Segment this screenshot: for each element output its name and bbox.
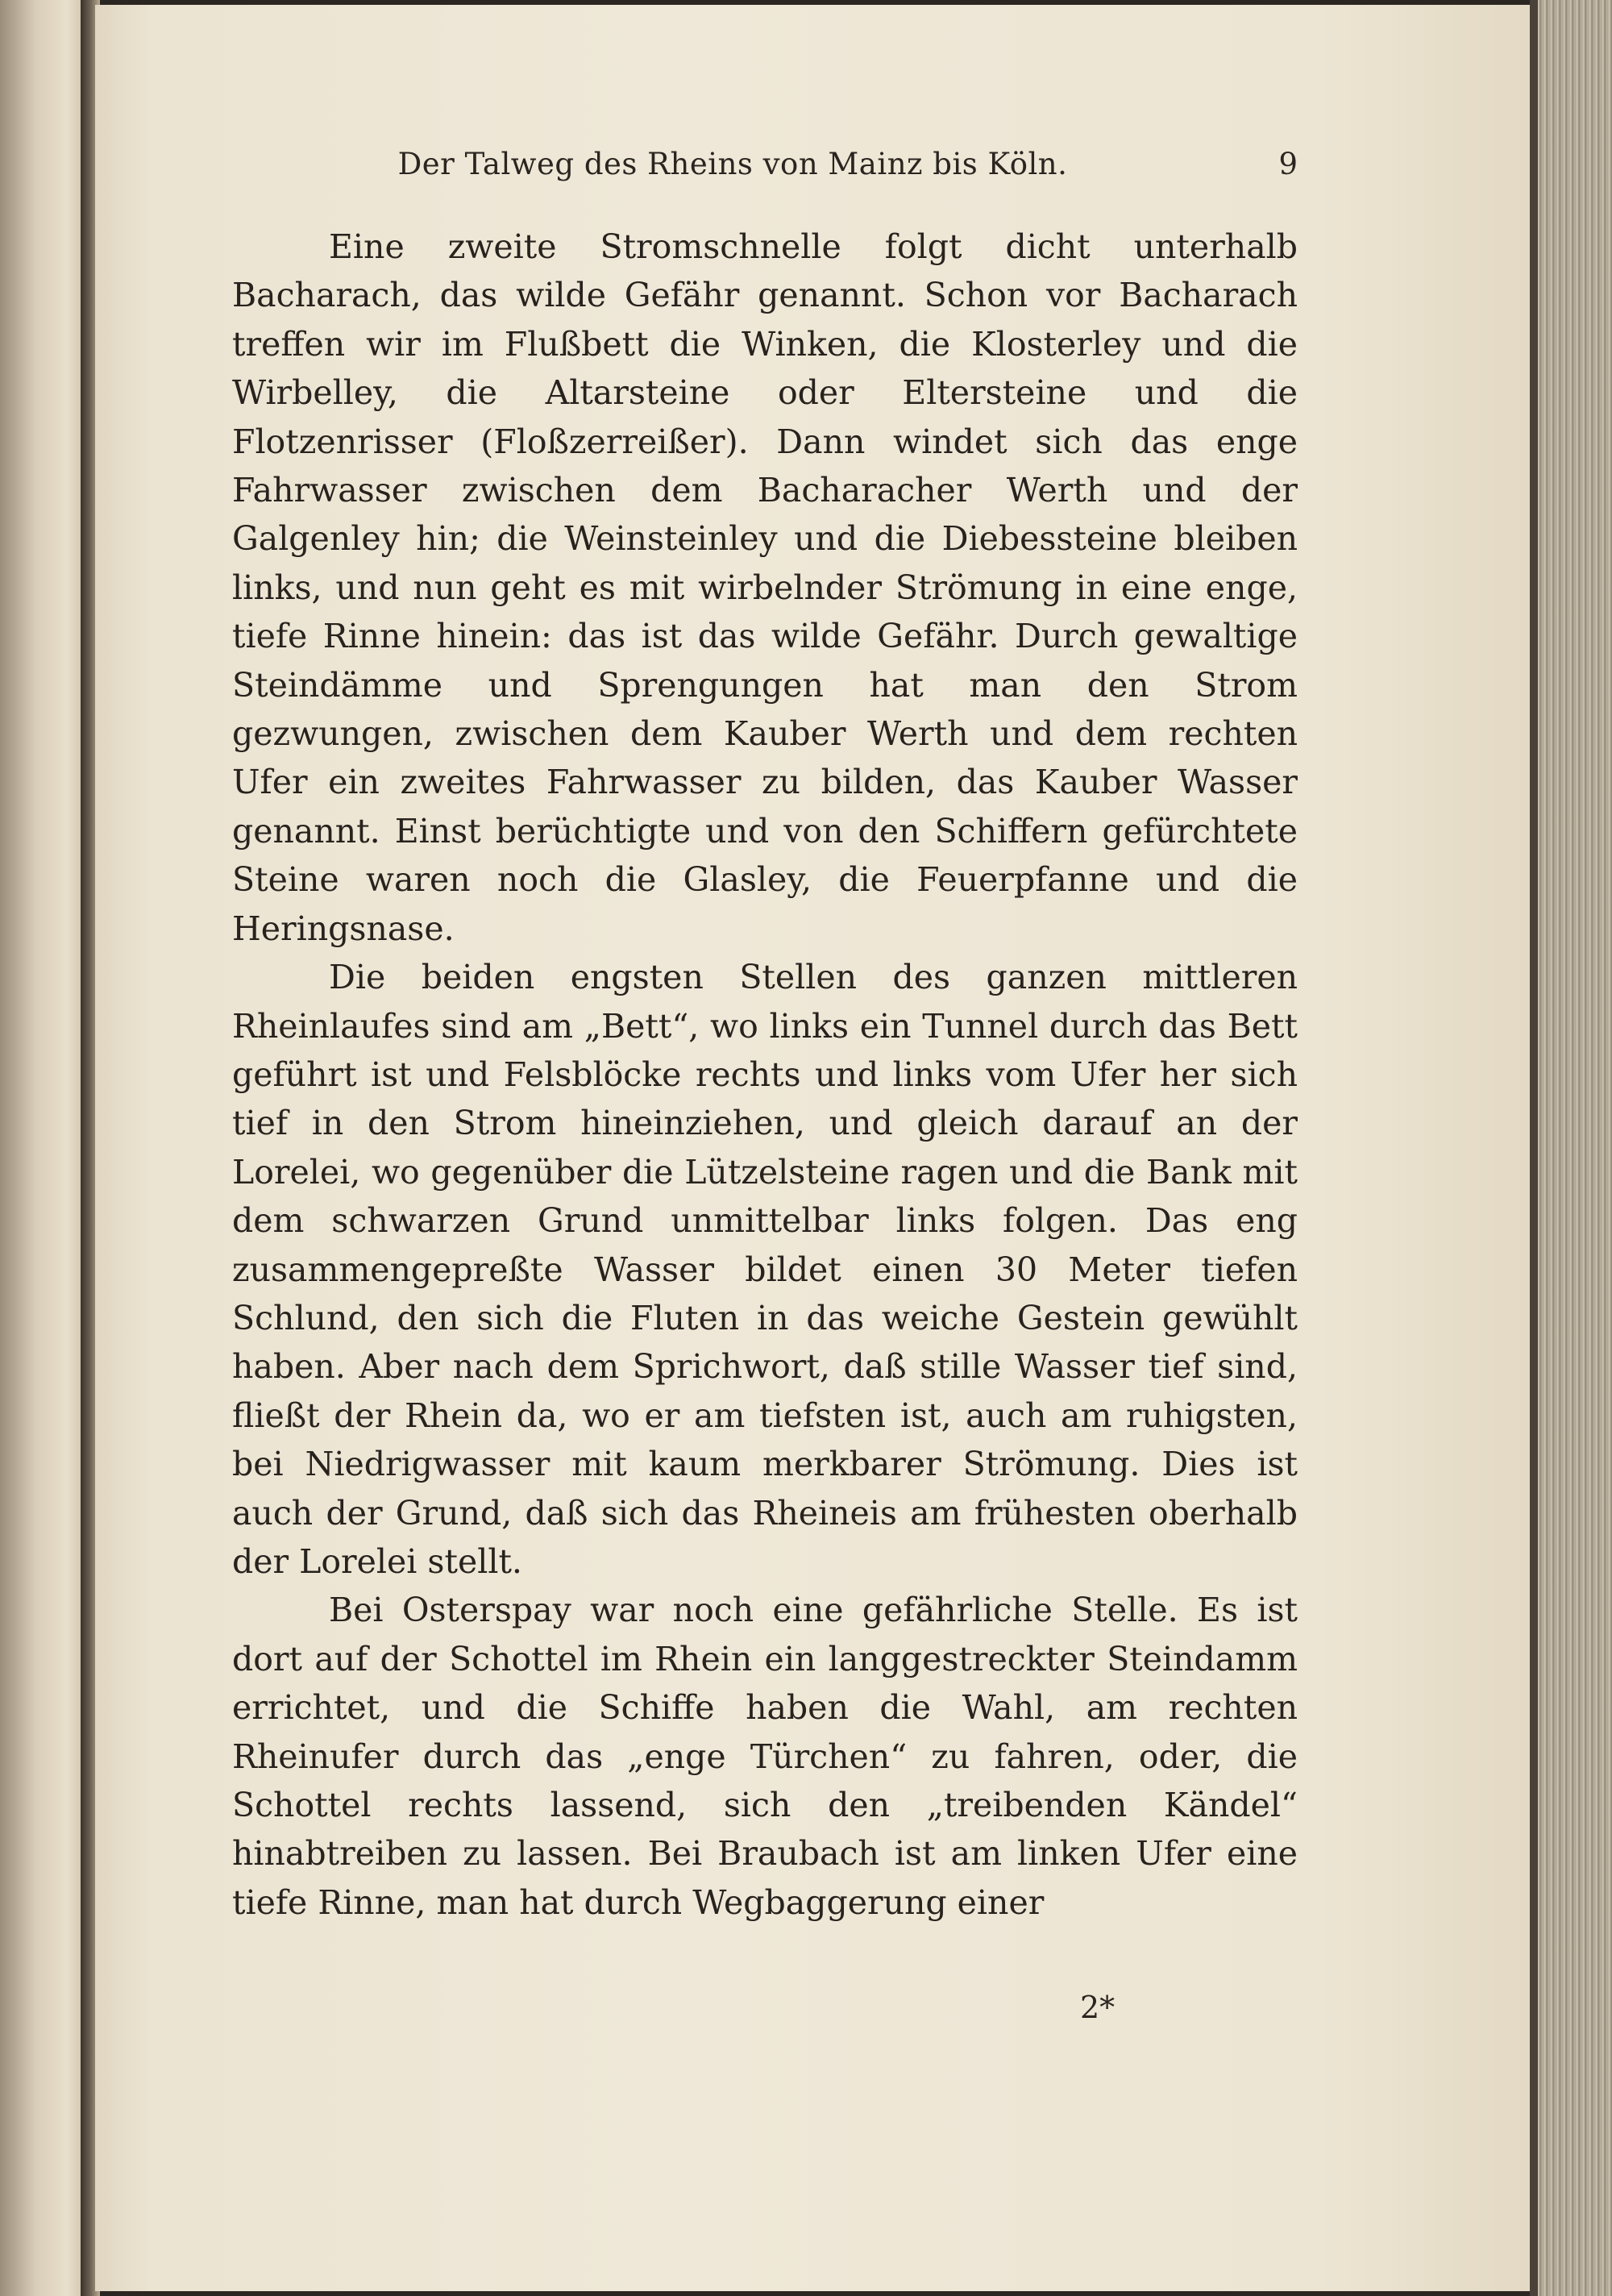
body-text: [232, 223, 1298, 1927]
page-number: 9: [1278, 147, 1298, 181]
paragraph: Eine zweite Stromschnelle folgt dicht unterhalb Bacharach, das wilde Gefähr genannt. Schon vor Bacharach treffen wir im Flußbett die Winken, die Klosterley und die Wirbelley, die Altarsteine oder Eltersteine und die Flotzenrisser (Floßzerreißer). Dann windet sich das enge Fahrwasser zwischen dem Bacharacher Werth und der Galgenley hin; die Weinsteinley und die Diebessteine bleiben links, und nun geht es mit wirbelnder Strömung in eine enge, tiefe Rinne hinein: das ist das wilde Gefähr. Durch gewaltige Steindämme und Sprengungen hat man den Strom gezwungen, zwischen dem Kauber Werth und dem rechten Ufer ein zweites Fahrwasser zu bilden, das Kauber Wasser genannt. Einst berüchtigte und von den Schiffern gefürchtete Steine waren noch die Glasley, die Feuerpfanne und die Heringsnase.: [232, 227, 1298, 948]
paragraph: Die beiden engsten Stellen des ganzen mittleren Rheinlaufes sind am „Bett“, wo links ein Tunnel durch das Bett geführt ist und Felsblöcke rechts und links vom Ufer her sich tief in den Strom hineinziehen, und gleich darauf an der Lorelei, wo gegenüber die Lützelsteine ragen und die Bank mit dem schwarzen Grund unmittelbar links folgen. Das eng zusammengepreßte Wasser bildet einen 30 Meter tiefen Schlund, den sich die Fluten in das weiche Gestein gewühlt haben. Aber nach dem Sprichwort, daß stille Wasser tief sind, fließt der Rhein da, wo er am tiefsten ist, auch am ruhigsten, bei Niedrigwasser mit kaum merkbarer Strömung. Dies ist auch der Grund, daß sich das Rheineis am frühesten oberhalb der Lorelei stellt.: [232, 958, 1298, 1581]
running-title: Der Talweg des Rheins von Mainz bis Köln.: [397, 147, 1068, 181]
running-header: [232, 147, 1298, 187]
signature-mark: 2*: [1080, 1990, 1116, 2025]
page-edge-shadow: [1530, 0, 1538, 2296]
left-page-edge: [0, 0, 89, 2296]
paragraph: Bei Osterspay war noch eine gefährliche Stelle. Es ist dort auf der Schottel im Rhein ein langgestreckter Steindamm errichtet, und die Schiffe haben die Wahl, am rechten Rheinufer durch das „enge Türchen“ zu fahren, oder, die Schottel rechts lassend, sich den „treibenden Kändel“ hinabtreiben zu lassen. Bei Braubach ist am linken Ufer eine tiefe Rinne, man hat durch Wegbaggerung einer: [232, 1591, 1298, 1922]
page-stack-edge: [1530, 0, 1612, 2296]
